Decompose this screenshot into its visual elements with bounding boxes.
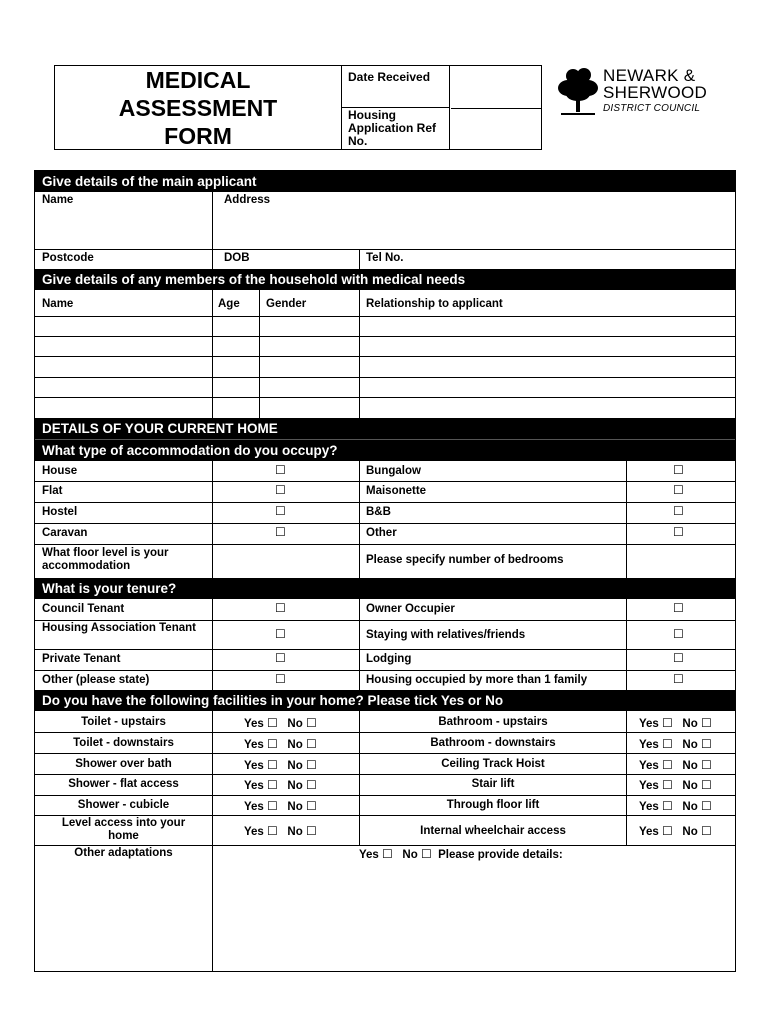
no-checkbox[interactable]: ☐ bbox=[305, 758, 317, 772]
form-title bbox=[55, 66, 342, 149]
yes-label: Yes bbox=[244, 780, 264, 792]
tenure-private-checkbox[interactable]: ☐ bbox=[275, 651, 286, 665]
yes-label: Yes bbox=[639, 739, 659, 751]
accom-bungalow-label: Bungalow bbox=[366, 465, 421, 477]
no-label: No bbox=[287, 826, 303, 838]
yes-label: Yes bbox=[244, 718, 264, 730]
housing-ref-label: Housing Application Ref No. bbox=[342, 108, 450, 149]
provide-details-label: Please provide details: bbox=[438, 849, 563, 861]
accom-flat-label: Flat bbox=[42, 485, 63, 497]
household-col-age: Age bbox=[218, 298, 240, 310]
tenure-council-label: Council Tenant bbox=[42, 603, 125, 615]
yes-label: Yes bbox=[359, 849, 379, 861]
household-col-name: Name bbox=[42, 298, 74, 310]
fac-bathroom-upstairs-yesno[interactable] bbox=[639, 716, 712, 730]
no-label: No bbox=[287, 739, 303, 751]
no-label: No bbox=[402, 849, 418, 861]
yes-checkbox[interactable]: ☐ bbox=[267, 737, 278, 751]
yes-checkbox[interactable]: ☐ bbox=[267, 758, 278, 772]
tenure-private-label: Private Tenant bbox=[42, 653, 121, 665]
fac-shower-flat-yesno[interactable] bbox=[244, 778, 317, 792]
no-label: No bbox=[287, 780, 303, 792]
no-checkbox[interactable]: ☐ bbox=[305, 799, 317, 813]
yes-label: Yes bbox=[639, 801, 659, 813]
yes-checkbox[interactable]: ☐ bbox=[662, 799, 673, 813]
title-line-2: ASSESSMENT bbox=[118, 94, 278, 121]
fac-shower-cubicle-yesno[interactable] bbox=[244, 799, 317, 813]
household-col-relationship: Relationship to applicant bbox=[366, 298, 503, 310]
logo-line-2: SHERWOOD bbox=[603, 83, 708, 102]
household-row[interactable] bbox=[35, 397, 735, 398]
accommodation-heading: What type of accommodation do you occupy? bbox=[35, 439, 735, 461]
yes-checkbox[interactable]: ☐ bbox=[267, 799, 278, 813]
fac-ceiling-hoist-label: Ceiling Track Hoist bbox=[441, 758, 545, 770]
fac-toilet-downstairs-label: Toilet - downstairs bbox=[73, 737, 174, 749]
tenure-housing-assoc-checkbox[interactable]: ☐ bbox=[275, 627, 286, 641]
tel-label: Tel No. bbox=[366, 252, 404, 264]
fac-shower-flat-label: Shower - flat access bbox=[68, 778, 179, 790]
accom-house-checkbox[interactable]: ☐ bbox=[275, 463, 286, 477]
facilities-heading: Do you have the following facilities in your home? Please tick Yes or No bbox=[35, 690, 735, 711]
yes-label: Yes bbox=[639, 780, 659, 792]
fac-bathroom-downstairs-yesno[interactable] bbox=[639, 737, 712, 751]
yes-label: Yes bbox=[639, 826, 659, 838]
tenure-lodging-checkbox[interactable]: ☐ bbox=[673, 651, 684, 665]
yes-checkbox[interactable]: ☐ bbox=[267, 778, 278, 792]
household-row[interactable] bbox=[35, 377, 735, 378]
no-checkbox[interactable]: ☐ bbox=[700, 737, 712, 751]
yes-label: Yes bbox=[244, 739, 264, 751]
postcode-label: Postcode bbox=[42, 252, 94, 264]
fac-stair-lift-label: Stair lift bbox=[471, 778, 515, 790]
no-label: No bbox=[682, 780, 698, 792]
no-checkbox[interactable]: ☐ bbox=[700, 716, 712, 730]
yes-checkbox[interactable]: ☐ bbox=[662, 716, 673, 730]
title-line-3: FORM bbox=[164, 122, 232, 149]
fac-through-floor-lift-yesno[interactable] bbox=[639, 799, 712, 813]
accom-bnb-label: B&B bbox=[366, 506, 391, 518]
yes-checkbox[interactable]: ☐ bbox=[382, 847, 393, 861]
accom-house-label: House bbox=[42, 465, 78, 477]
other-adaptations-yesno[interactable] bbox=[359, 847, 563, 861]
no-checkbox[interactable]: ☐ bbox=[305, 716, 317, 730]
fac-wheelchair-access-yesno[interactable] bbox=[639, 824, 712, 838]
yes-checkbox[interactable]: ☐ bbox=[662, 778, 673, 792]
date-received-label: Date Received bbox=[342, 66, 450, 108]
no-checkbox[interactable]: ☐ bbox=[305, 737, 317, 751]
logo-line-3: DISTRICT COUNCIL bbox=[603, 103, 701, 114]
tenure-multi-family-checkbox[interactable]: ☐ bbox=[673, 672, 684, 686]
accom-bnb-checkbox[interactable]: ☐ bbox=[673, 504, 684, 518]
no-checkbox[interactable]: ☐ bbox=[700, 824, 712, 838]
no-label: No bbox=[287, 801, 303, 813]
no-label: No bbox=[287, 760, 303, 772]
accom-hostel-checkbox[interactable]: ☐ bbox=[275, 504, 286, 518]
yes-checkbox[interactable]: ☐ bbox=[267, 824, 278, 838]
no-label: No bbox=[287, 718, 303, 730]
tenure-multi-family-label: Housing occupied by more than 1 family bbox=[366, 674, 588, 686]
no-checkbox[interactable]: ☐ bbox=[420, 847, 432, 861]
accom-flat-checkbox[interactable]: ☐ bbox=[275, 483, 286, 497]
fac-toilet-upstairs-yesno[interactable] bbox=[244, 716, 317, 730]
fac-shower-over-bath-label: Shower over bath bbox=[75, 758, 172, 770]
yes-label: Yes bbox=[244, 760, 264, 772]
no-label: No bbox=[682, 760, 698, 772]
fac-stair-lift-yesno[interactable] bbox=[639, 778, 712, 792]
accom-maisonette-checkbox[interactable]: ☐ bbox=[673, 483, 684, 497]
date-received-field[interactable] bbox=[451, 66, 542, 109]
accom-caravan-checkbox[interactable]: ☐ bbox=[275, 525, 286, 539]
fac-shower-over-bath-yesno[interactable] bbox=[244, 758, 317, 772]
no-checkbox[interactable]: ☐ bbox=[305, 778, 317, 792]
yes-checkbox[interactable]: ☐ bbox=[662, 758, 673, 772]
tenure-relatives-checkbox[interactable]: ☐ bbox=[673, 627, 684, 641]
medical-form bbox=[34, 170, 736, 972]
title-line-1: MEDICAL bbox=[145, 66, 251, 93]
housing-ref-field[interactable] bbox=[451, 108, 542, 149]
accom-hostel-label: Hostel bbox=[42, 506, 78, 518]
tenure-lodging-label: Lodging bbox=[366, 653, 412, 665]
council-logo bbox=[555, 64, 715, 120]
no-checkbox[interactable]: ☐ bbox=[700, 799, 712, 813]
current-home-heading: DETAILS OF YOUR CURRENT HOME bbox=[35, 418, 735, 439]
other-adaptations-label: Other adaptations bbox=[74, 847, 173, 859]
household-heading: Give details of any members of the household with medical needs bbox=[35, 269, 735, 290]
accom-bungalow-checkbox[interactable]: ☐ bbox=[673, 463, 684, 477]
bedrooms-label: Please specify number of bedrooms bbox=[366, 554, 564, 566]
fac-level-access-yesno[interactable] bbox=[244, 824, 317, 838]
fac-level-access-label: Level access into your home bbox=[61, 817, 186, 842]
address-label: Address bbox=[224, 194, 271, 206]
household-row[interactable] bbox=[35, 356, 735, 357]
tenure-heading: What is your tenure? bbox=[35, 578, 735, 599]
other-adaptations-details-field[interactable] bbox=[213, 863, 734, 971]
logo-line-1: NEWARK & bbox=[603, 66, 696, 85]
no-label: No bbox=[682, 739, 698, 751]
no-checkbox[interactable]: ☐ bbox=[700, 778, 712, 792]
no-label: No bbox=[682, 718, 698, 730]
form-header bbox=[54, 65, 542, 150]
floor-level-label: What floor level is your accommodation bbox=[42, 547, 169, 572]
no-label: No bbox=[682, 826, 698, 838]
no-checkbox[interactable]: ☐ bbox=[305, 824, 317, 838]
tenure-housing-assoc-label: Housing Association Tenant bbox=[42, 622, 196, 634]
tenure-council-checkbox[interactable]: ☐ bbox=[275, 601, 286, 615]
tenure-owner-checkbox[interactable]: ☐ bbox=[673, 601, 684, 615]
fac-shower-cubicle-label: Shower - cubicle bbox=[77, 799, 170, 811]
accom-maisonette-label: Maisonette bbox=[366, 485, 427, 497]
yes-label: Yes bbox=[639, 718, 659, 730]
household-col-gender: Gender bbox=[266, 298, 307, 310]
yes-label: Yes bbox=[244, 826, 264, 838]
no-checkbox[interactable]: ☐ bbox=[700, 758, 712, 772]
accom-other-checkbox[interactable]: ☐ bbox=[673, 525, 684, 539]
accom-caravan-label: Caravan bbox=[42, 527, 88, 539]
tenure-other-label: Other (please state) bbox=[42, 674, 150, 686]
fac-through-floor-lift-label: Through floor lift bbox=[446, 799, 540, 811]
tree-icon bbox=[555, 64, 601, 120]
household-row[interactable] bbox=[35, 336, 735, 337]
fac-bathroom-upstairs-label: Bathroom - upstairs bbox=[438, 716, 548, 728]
name-label: Name bbox=[42, 194, 74, 206]
yes-label: Yes bbox=[639, 760, 659, 772]
accom-other-label: Other bbox=[366, 527, 397, 539]
dob-label: DOB bbox=[224, 252, 250, 264]
fac-ceiling-hoist-yesno[interactable] bbox=[639, 758, 712, 772]
fac-bathroom-downstairs-label: Bathroom - downstairs bbox=[430, 737, 556, 749]
main-applicant-heading: Give details of the main applicant bbox=[35, 171, 735, 192]
no-label: No bbox=[682, 801, 698, 813]
tenure-relatives-label: Staying with relatives/friends bbox=[366, 629, 526, 641]
tenure-other-checkbox[interactable]: ☐ bbox=[275, 672, 286, 686]
yes-label: Yes bbox=[244, 801, 264, 813]
yes-checkbox[interactable]: ☐ bbox=[267, 716, 278, 730]
yes-checkbox[interactable]: ☐ bbox=[662, 737, 673, 751]
fac-toilet-upstairs-label: Toilet - upstairs bbox=[81, 716, 166, 728]
fac-wheelchair-access-label: Internal wheelchair access bbox=[420, 825, 566, 837]
tenure-owner-label: Owner Occupier bbox=[366, 603, 455, 615]
fac-toilet-downstairs-yesno[interactable] bbox=[244, 737, 317, 751]
yes-checkbox[interactable]: ☐ bbox=[662, 824, 673, 838]
